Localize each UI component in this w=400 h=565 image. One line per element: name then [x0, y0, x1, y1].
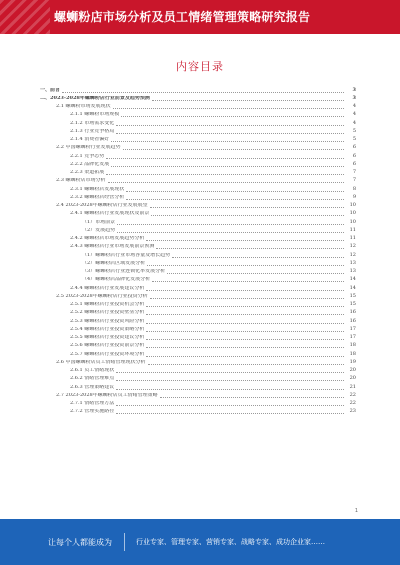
toc-entry[interactable] — [40, 358, 356, 366]
toc-entry-page: 7 — [352, 169, 356, 176]
toc-leader-dots — [116, 389, 344, 390]
toc-entry-page: 4 — [352, 111, 356, 118]
toc-leader-dots — [116, 133, 344, 134]
toc-entry-page: 4 — [352, 119, 356, 126]
toc-entry[interactable] — [40, 152, 356, 160]
toc-entry[interactable] — [40, 268, 356, 276]
toc-leader-dots — [146, 339, 344, 340]
page-number: 1 — [354, 508, 358, 514]
toc-entry-label: 2.2 中国螺蛳粉行业发展趋势 — [56, 145, 121, 151]
report-title: 螺蛳粉店市场分析及员工情绪管理策略研究报告 — [54, 10, 311, 24]
toc-entry[interactable] — [40, 391, 356, 399]
toc-entry[interactable] — [40, 103, 356, 111]
toc-leader-dots — [113, 108, 344, 109]
toc-entry-page: 21 — [349, 383, 356, 390]
toc-entry-label: 二、2023-2028年螺蛳粉店行业前景及趋势预测 — [40, 95, 150, 101]
header-stripe-decoration — [0, 0, 50, 34]
toc-entry-page: 11 — [349, 226, 356, 233]
toc-leader-dots — [62, 92, 344, 93]
toc-entry-label: 2.3.2 螺蛳粉店经营分析 — [70, 194, 125, 200]
toc-leader-dots — [152, 100, 344, 101]
toc-entry-label: 2.5 2023-2028年螺蛳粉店行业投资分析 — [56, 293, 148, 299]
toc-entry-label: 2.1.1 螺蛳粉市场规模 — [70, 112, 120, 118]
page-header — [0, 0, 400, 34]
toc-leader-dots — [147, 265, 344, 266]
toc-entry-label: 2.5.1 螺蛳粉店行业投资机会分析 — [70, 302, 145, 308]
toc-entry-label: 2.5.7 螺蛳粉店行业投资环境分析 — [70, 351, 145, 357]
toc-leader-dots — [146, 331, 344, 332]
toc-leader-dots — [106, 158, 344, 159]
toc-leader-dots — [146, 240, 344, 241]
toc-entry-page: 7 — [352, 177, 356, 184]
toc-entry-label: 2.4 2023-2028年螺蛳粉店行业发展展望 — [56, 203, 148, 209]
toc-entry[interactable] — [40, 350, 356, 358]
toc-leader-dots — [160, 397, 344, 398]
toc-leader-dots — [156, 248, 344, 249]
toc-entry-label: 2.5.2 螺蛳粉店行业投资壁垒分析 — [70, 310, 145, 316]
toc-entry[interactable] — [40, 136, 356, 144]
toc-entry[interactable] — [40, 169, 356, 177]
toc-heading: 内容目录 — [176, 60, 224, 73]
toc-entry-page: 5 — [352, 127, 356, 134]
toc-entry-label: 2.3.1 螺蛳粉店发展现状 — [70, 186, 125, 192]
toc-entry-page: 12 — [349, 251, 356, 258]
toc-entry[interactable] — [40, 218, 356, 226]
toc-entry[interactable] — [40, 177, 356, 185]
toc-entry[interactable] — [40, 367, 356, 375]
toc-entry[interactable] — [40, 342, 356, 350]
toc-leader-dots — [146, 356, 344, 357]
toc-entry[interactable] — [40, 86, 356, 94]
toc-entry[interactable] — [40, 301, 356, 309]
toc-entry-page: 23 — [349, 408, 356, 415]
toc-entry-page: 3 — [352, 86, 356, 93]
toc-entry-label: 2.1.3 行业竞争格局 — [70, 128, 115, 134]
toc-entry[interactable] — [40, 276, 356, 284]
toc-entry-label: （4）螺蛳粉店品牌化发展分析 — [82, 277, 151, 283]
toc-leader-dots — [121, 116, 344, 117]
toc-entry[interactable] — [40, 210, 356, 218]
toc-entry-page: 16 — [349, 317, 356, 324]
toc-entry-label: （3）螺蛳粉店行业连锁化率发展分析 — [82, 269, 166, 275]
toc-leader-dots — [172, 257, 344, 258]
toc-entry[interactable] — [40, 400, 356, 408]
toc-entry[interactable] — [40, 284, 356, 292]
toc-entry[interactable] — [40, 292, 356, 300]
toc-leader-dots — [146, 306, 344, 307]
toc-entry-page: 10 — [349, 202, 356, 209]
toc-entry-page: 6 — [352, 144, 356, 151]
toc-entry-label: 2.5.4 螺蛳粉店行业投资策略分析 — [70, 326, 145, 332]
toc-entry-label: 2.3 螺蛳粉店市场分析 — [56, 178, 106, 184]
toc-entry[interactable] — [40, 160, 356, 168]
toc-entry-page: 22 — [349, 391, 356, 398]
toc-entry-label: 2.2.1 竞争态势 — [70, 153, 105, 159]
toc-entry-page: 6 — [352, 160, 356, 167]
toc-entry-page: 15 — [349, 292, 356, 299]
toc-leader-dots — [111, 166, 344, 167]
toc-entry-page: 13 — [349, 259, 356, 266]
toc-entry-page: 4 — [352, 103, 356, 110]
toc-leader-dots — [146, 347, 344, 348]
toc-entry-page: 6 — [352, 152, 356, 159]
toc-entry[interactable] — [40, 111, 356, 119]
toc-entry-label: （2）螺蛳粉店区域发展分析 — [82, 260, 146, 266]
toc-entry-label: （1）螺蛳粉店行业市场容量及增长趋势 — [82, 252, 171, 258]
toc-entry-label: 2.6.2 情绪管理难点 — [70, 376, 115, 382]
toc-entry[interactable] — [40, 259, 356, 267]
toc-entry-page: 8 — [352, 185, 356, 192]
toc-leader-dots — [146, 290, 344, 291]
toc-entry[interactable] — [40, 185, 356, 193]
toc-entry[interactable] — [40, 202, 356, 210]
toc-entry-label: 2.4.2 螺蛳粉店市场发展趋势分析 — [70, 236, 145, 242]
toc-entry-label: 2.1.2 市场需求变化 — [70, 120, 115, 126]
toc-entry-page: 14 — [349, 276, 356, 283]
toc-entry-page: 13 — [349, 268, 356, 275]
toc-entry-page: 18 — [349, 350, 356, 357]
toc-entry-label: 2.6 中国螺蛳粉店员工情绪管理现状分析 — [56, 359, 146, 365]
toc-entry-label: 2.6.3 管理策略建议 — [70, 384, 115, 390]
toc-leader-dots — [111, 141, 344, 142]
toc-entry-label: 2.2.3 渠道拓展 — [70, 170, 105, 176]
toc-leader-dots — [150, 207, 344, 208]
toc-entry[interactable] — [40, 325, 356, 333]
toc-entry-page: 20 — [349, 375, 356, 382]
toc-leader-dots — [126, 191, 344, 192]
toc-entry-page: 16 — [349, 309, 356, 316]
toc-entry-label: 2.1 螺蛳粉市场发展现状 — [56, 104, 111, 110]
toc-entry-page: 10 — [349, 210, 356, 217]
toc-entry-label: （1）市场前景 — [82, 219, 116, 225]
toc-entry-label: 2.5.6 螺蛳粉店行业投资前景分析 — [70, 343, 145, 349]
toc-leader-dots — [116, 372, 344, 373]
toc-entry-page: 20 — [349, 367, 356, 374]
page-footer — [0, 519, 400, 565]
toc-entry[interactable] — [40, 226, 356, 234]
toc-entry[interactable] — [40, 383, 356, 391]
toc-entry-page: 11 — [349, 235, 356, 242]
toc-entry-page: 17 — [349, 325, 356, 332]
toc-entry[interactable] — [40, 251, 356, 259]
toc-leader-dots — [108, 182, 344, 183]
toc-leader-dots — [116, 413, 344, 414]
toc-entry-label: 2.1.4 消费者偏好 — [70, 137, 110, 143]
toc-entry-label: 2.5.3 螺蛳粉店行业投资风险分析 — [70, 318, 145, 324]
toc-entry[interactable] — [40, 317, 356, 325]
toc-entry[interactable] — [40, 144, 356, 152]
toc-entry-page: 14 — [349, 284, 356, 291]
toc-entry-label: 2.7.1 情绪管理方法 — [70, 401, 115, 407]
toc-entry[interactable] — [40, 119, 356, 127]
toc-leader-dots — [126, 199, 344, 200]
toc-entry-label: 2.6.1 员工情绪现状 — [70, 368, 115, 374]
footer-slogan: 让每个人都能成为 — [48, 538, 112, 547]
toc-entry-page: 19 — [349, 358, 356, 365]
toc-leader-dots — [146, 323, 344, 324]
toc-leader-dots — [146, 314, 344, 315]
toc-entry-label: （2）发展趋势 — [82, 227, 116, 233]
toc-entry[interactable] — [40, 193, 356, 201]
toc-entry-label: 2.4.1 螺蛳粉店行业发展现状及前景 — [70, 211, 150, 217]
toc-leader-dots — [116, 380, 344, 381]
toc-entry-page: 17 — [349, 334, 356, 341]
toc-leader-dots — [151, 215, 344, 216]
toc-entry[interactable] — [40, 408, 356, 416]
toc-leader-dots — [167, 273, 344, 274]
toc-entry-page: 10 — [349, 218, 356, 225]
toc-entry-label: 一、前言 — [40, 87, 61, 93]
toc-leader-dots — [116, 125, 344, 126]
toc-entry-label: 2.4.4 螺蛳粉店行业发展建议分析 — [70, 285, 145, 291]
toc-entry-page: 18 — [349, 342, 356, 349]
toc-entry[interactable] — [40, 235, 356, 243]
table-of-contents — [40, 86, 356, 416]
toc-entry-label: 2.7.2 管理实施路径 — [70, 409, 115, 415]
toc-entry[interactable] — [40, 243, 356, 251]
toc-entry[interactable] — [40, 309, 356, 317]
toc-entry-page: 3 — [352, 94, 356, 101]
toc-entry[interactable] — [40, 334, 356, 342]
toc-entry-label: 2.2.2 品牌化发展 — [70, 161, 110, 167]
toc-entry[interactable] — [40, 127, 356, 135]
toc-leader-dots — [148, 364, 344, 365]
toc-entry[interactable] — [40, 94, 356, 102]
toc-entry-page: 5 — [352, 136, 356, 143]
toc-leader-dots — [106, 174, 344, 175]
footer-tagline: 行业专家、管理专家、营销专家、战略专家、成功企业家…… — [136, 538, 325, 546]
footer-divider — [124, 533, 125, 551]
toc-leader-dots — [117, 224, 344, 225]
toc-leader-dots — [117, 232, 344, 233]
toc-entry-page: 12 — [349, 243, 356, 250]
toc-entry[interactable] — [40, 375, 356, 383]
toc-leader-dots — [152, 281, 344, 282]
toc-entry-page: 22 — [349, 400, 356, 407]
toc-leader-dots — [123, 149, 344, 150]
toc-leader-dots — [150, 298, 344, 299]
toc-entry-label: 2.5.5 螺蛳粉店行业投资建议分析 — [70, 335, 145, 341]
toc-entry-label: 2.7 2023-2028年螺蛳粉店员工情绪管理策略 — [56, 392, 158, 398]
toc-leader-dots — [116, 405, 344, 406]
toc-entry-page: 9 — [352, 193, 356, 200]
toc-entry-page: 15 — [349, 301, 356, 308]
toc-entry-label: 2.4.3 螺蛳粉店行业市场发展前景预测 — [70, 244, 155, 250]
